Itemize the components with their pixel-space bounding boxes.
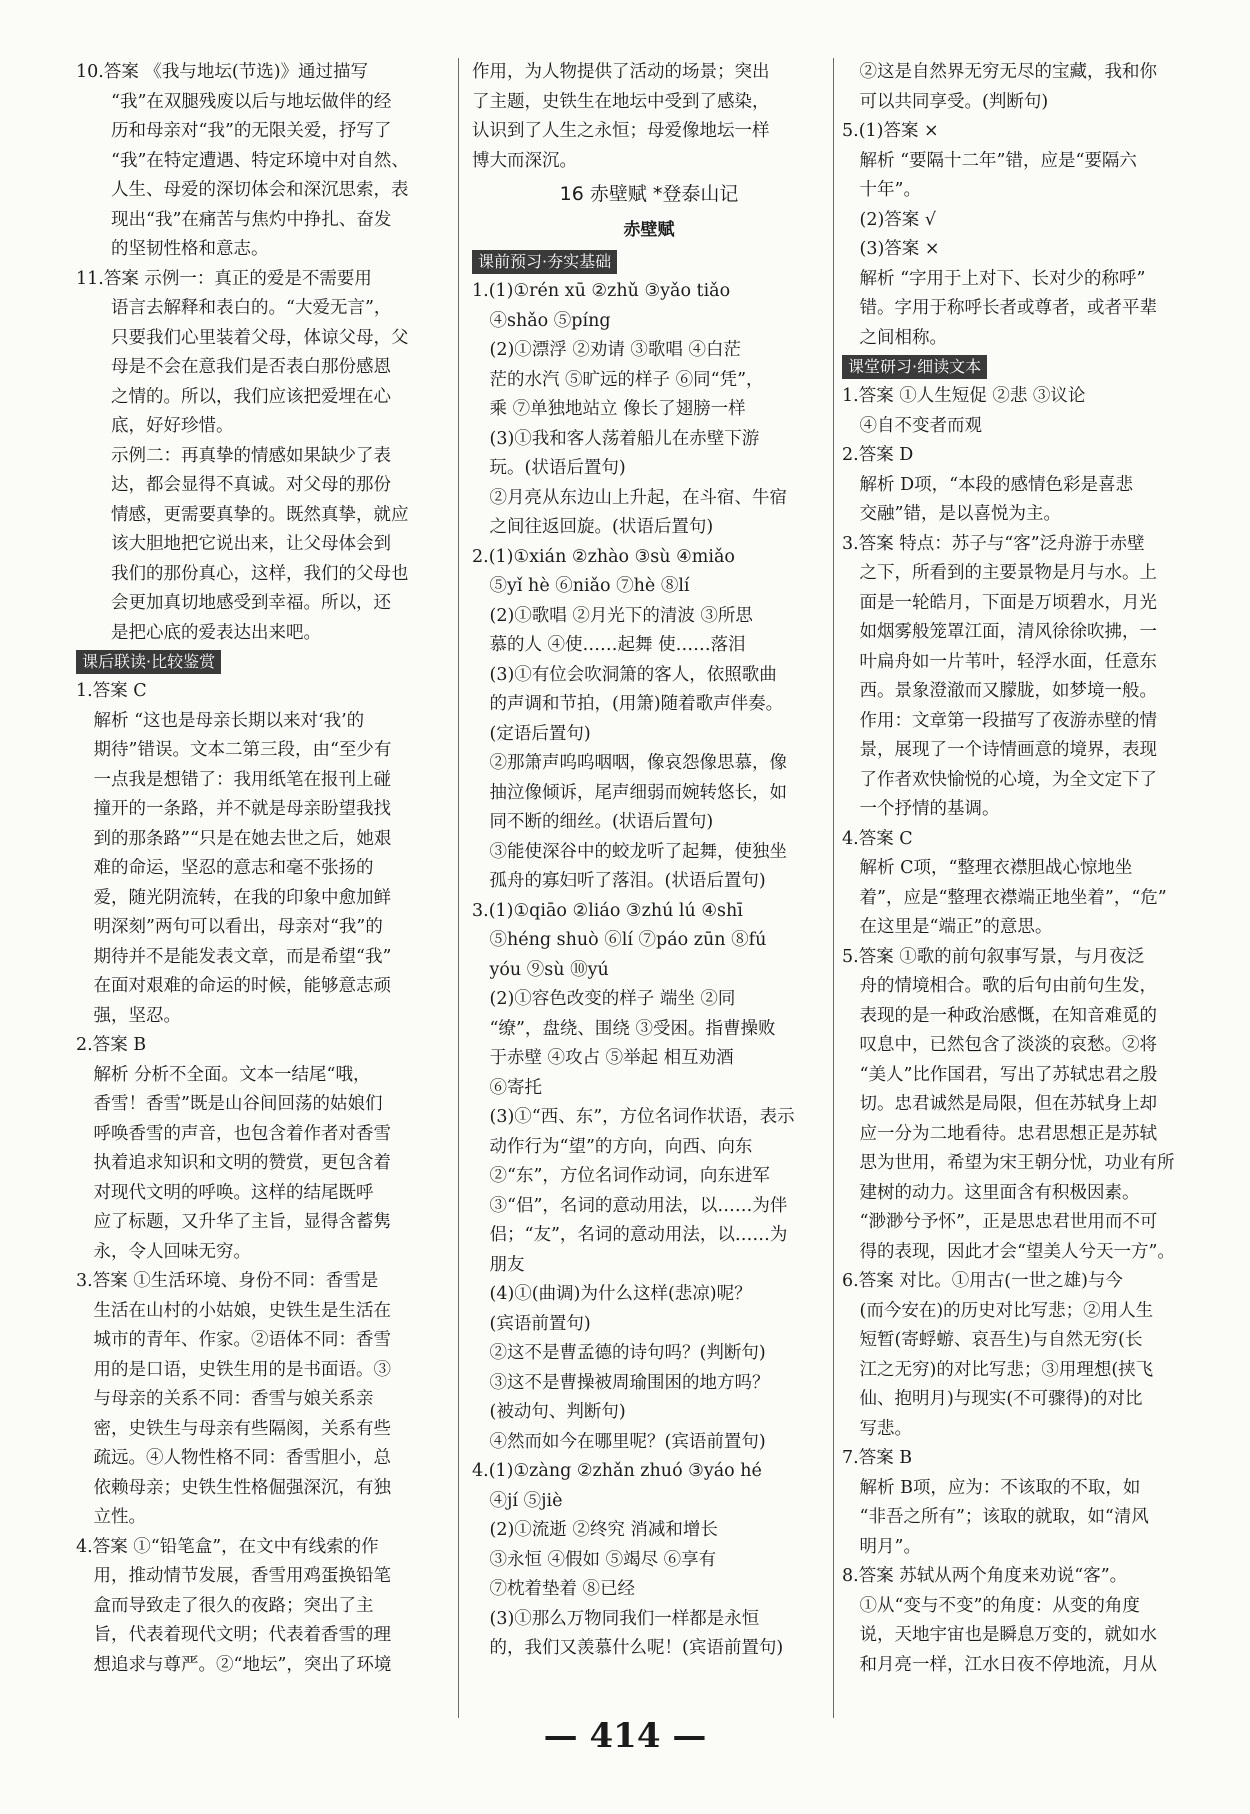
text-line: (3)①有位会吹洞箫的客人，依照歌曲	[472, 664, 777, 685]
text-line: ②月亮从东边山上升起，在斗宿、牛宿	[472, 487, 787, 508]
text-line: 2.答案 D	[842, 445, 914, 465]
text-line: 期待并不是能发表文章，而是希望“我”	[76, 946, 392, 967]
text-line: ④jí ⑤jiè	[472, 1490, 563, 1511]
text-line: “美人”比作国君，写出了苏轼忠君之殷	[842, 1064, 1158, 1085]
text-line: 语言去解释和表白的。“大爱无言”，	[76, 298, 392, 318]
text-line: (2)①容色改变的样子 端坐 ②同	[472, 989, 736, 1009]
text-line: 历和母亲对“我”的无限关爱，抒写了	[76, 121, 392, 141]
text-line: 10.答案 《我与地坛(节选)》通过描写	[76, 62, 369, 82]
text-line: 解析 B项，应为：不该取的不取，如	[842, 1477, 1141, 1498]
text-line: “渺渺兮予怀”，正是思忠君世用而不可	[842, 1212, 1158, 1232]
text-line: 江之无穷)的对比写悲；③用理想(挟飞	[842, 1359, 1154, 1380]
text-line: 母是不会在意我们是否表白那份感恩	[76, 357, 391, 377]
text-line: 2.答案 B	[76, 1035, 147, 1055]
text-line: ②这是自然界无穷无尽的宝藏，我和你	[842, 62, 1157, 82]
text-line: 永，令人回味无穷。	[76, 1241, 251, 1262]
text-line: 我们的那份真心，这样，我们的父母也	[76, 563, 409, 584]
text-line: 3.答案 ①生活环境、身份不同：香雪是	[76, 1271, 379, 1291]
text-line: 建树的动力。这里面含有积极因素。	[842, 1182, 1140, 1203]
text-line: “我”在特定遭遇、特定环境中对自然、	[76, 150, 409, 171]
text-line: 于赤壁 ④攻占 ⑤举起 相互劝酒	[472, 1048, 734, 1068]
text-line: 爱，随光阴流转，在我的印象中愈加鲜	[76, 887, 391, 908]
text-line: 强，坚忍。	[76, 1005, 181, 1026]
text-line: 依赖母亲；史铁生性格倔强深沉，有独	[76, 1477, 391, 1498]
text-line: 对现代文明的呼唤。这样的结尾既呼	[76, 1182, 374, 1203]
text-line: 6.答案 对比。①用古(一世之雄)与今	[842, 1271, 1123, 1291]
text-line: (2)①流逝 ②终究 消减和增长	[472, 1520, 718, 1540]
section-header: 课堂研习·细读文本	[842, 355, 987, 379]
text-line: 5.(1)答案 ×	[842, 121, 939, 141]
section-header-row	[76, 648, 440, 677]
text-line: ⑦枕着垫着 ⑧已经	[472, 1579, 636, 1599]
text-line: 如烟雾般笼罩江面，清风徐徐吹拂，一	[842, 622, 1157, 642]
text-line: 说，天地宇宙也是瞬息万变的，就如水	[842, 1625, 1157, 1645]
text-line: 应一分为二地看待。忠君思想正是苏轼	[842, 1123, 1157, 1144]
text-line: 密，史铁生与母亲有些隔阂，关系有些	[76, 1418, 391, 1439]
text-line: 写悲。	[842, 1418, 912, 1439]
text-line: 侣；“友”，名词的意动用法，以……为	[472, 1225, 788, 1245]
text-line: 之间往返回旋。(状语后置句)	[472, 517, 714, 537]
text-line: 之情的。所以，我们应该把爱埋在心	[76, 386, 391, 407]
text-line: 1.(1)①rén xū ②zhǔ ③yǎo tiǎo	[472, 281, 731, 301]
text-line: 5.答案 ①歌的前句叙事写景，与月夜泛	[842, 946, 1145, 967]
text-line: 4.(1)①zàng ②zhǎn zhuó ③yáo hé	[472, 1461, 762, 1481]
text-line: 应了标题，又升华了主旨，显得含蓄隽	[76, 1212, 391, 1232]
section-header-row	[472, 248, 826, 277]
text-line: 和月亮一样，江水日夜不停地流，月从	[842, 1654, 1157, 1675]
text-line: 示例二：再真挚的情感如果缺少了表	[76, 445, 391, 466]
text-line: 慕的人 ④使……起舞 使……落泪	[472, 635, 746, 655]
section-header-row	[842, 353, 1214, 382]
text-line: 着”，应是“整理衣襟端正地坐着”，“危”	[842, 887, 1167, 908]
answer-column-middle	[472, 58, 826, 1718]
text-line: 用的是口语，史铁生用的是书面语。③	[76, 1359, 391, 1380]
text-line: (定语后置句)	[472, 723, 591, 744]
text-line: 8.答案 苏轼从两个角度来劝说“客”。	[842, 1566, 1128, 1586]
text-line: (3)①那么万物同我们一样都是永恒	[472, 1608, 760, 1629]
text-line: 解析 C项，“整理衣襟胆战心惊地坐	[842, 858, 1133, 878]
text-line: 生活在山村的小姑娘，史铁生是生活在	[76, 1300, 391, 1321]
text-line: 解析 D项，“本段的感情色彩是喜悲	[842, 474, 1134, 495]
text-line: 仙、抱明月)与现实(不可骤得)的对比	[842, 1389, 1143, 1409]
column-divider	[833, 58, 834, 1718]
text-line: 现出“我”在痛苦与焦灼中挣扎、奋发	[76, 209, 392, 230]
text-line: 达，都会显得不真诚。对父母的那份	[76, 475, 391, 495]
text-line: 4.答案 C	[842, 828, 913, 849]
text-line: 思为世用，希望为宋王朝分忧，功业有所	[842, 1153, 1175, 1173]
text-line: 用，推动情节发展，香雪用鸡蛋换铅笔	[76, 1566, 391, 1586]
text-line: 的，我们又羡慕什么呢！(宾语前置句)	[472, 1638, 784, 1658]
text-line: 了作者欢快愉悦的心境，为全文定下了	[842, 769, 1157, 790]
text-line: ⑤yǐ hè ⑥niǎo ⑦hè ⑧lí	[472, 576, 690, 596]
text-line: 7.答案 B	[842, 1448, 913, 1468]
text-line: “缭”，盘绕、围绕 ③受困。指曹操败	[472, 1018, 776, 1039]
text-line: “非吾之所有”；该取的就取，如“清风	[842, 1507, 1149, 1527]
text-line: (宾语前置句)	[472, 1313, 591, 1334]
lesson-title: 16 赤壁赋 *登泰山记	[559, 183, 739, 205]
text-line: 盒而导致走了很久的夜路；突出了主	[76, 1595, 374, 1616]
text-line: 3.(1)①qiāo ②liáo ③zhú lú ④shī	[472, 900, 743, 921]
text-line: 十年”。	[842, 180, 921, 200]
text-line: 3.答案 特点：苏子与“客”泛舟游于赤壁	[842, 533, 1145, 554]
text-line: 解析 分析不全面。文本一结尾“哦，	[76, 1064, 371, 1085]
text-line: 舟的情境相合。歌的后句由前句生发，	[842, 976, 1157, 996]
text-line: 想追求与尊严。②“地坛”，突出了环境	[76, 1654, 392, 1675]
text-line: 撞开的一条路，并不就是母亲盼望我找	[76, 799, 391, 819]
text-line: 解析 “要隔十二年”错，应是“要隔六	[842, 150, 1137, 171]
text-line: ②那箫声呜呜咽咽，像哀怨像思慕，像	[472, 753, 787, 773]
column-divider	[458, 58, 459, 1718]
text-line: ③能使深谷中的蛟龙听了起舞，使独坐	[472, 841, 787, 862]
text-line: 立性。	[76, 1507, 146, 1527]
text-line: 解析 “这也是母亲长期以来对‘我’的	[76, 710, 365, 731]
text-line: 之下，所看到的主要景物是月与水。上	[842, 563, 1157, 583]
text-line: 1.答案 ①人生短促 ②悲 ③议论	[842, 386, 1086, 406]
text-line: 得的表现，因此才会“望美人兮天一方”。	[842, 1241, 1175, 1262]
section-header: 课前预习·夯实基础	[472, 250, 617, 274]
text-line: 的坚韧性格和意志。	[76, 239, 269, 259]
text-line: 只要我们心里装着父母，体谅父母，父	[76, 327, 409, 348]
text-line: 了主题，史铁生在地坛中受到了感染，	[472, 91, 770, 112]
text-line: 到的那条路”“只是在她去世之后，她艰	[76, 828, 392, 849]
text-line: 乘 ⑦单独地站立 像长了翅膀一样	[472, 399, 746, 419]
text-line: ②这不是曹孟德的诗句吗？(判断句)	[472, 1343, 766, 1363]
text-line: ⑤héng shuò ⑥lí ⑦páo zūn ⑧fú	[472, 930, 767, 950]
text-line: 之间相称。	[842, 327, 947, 348]
text-line: 明月”。	[842, 1536, 921, 1557]
text-line: 叶扁舟如一片苇叶，轻浮水面，任意东	[842, 651, 1157, 672]
text-line: 博大而深沉。	[472, 150, 577, 171]
text-line: ③永恒 ④假如 ⑤竭尽 ⑥享有	[472, 1549, 717, 1570]
answer-column-left	[76, 58, 440, 1718]
text-line: (2)①漂浮 ②劝请 ③歌唱 ④白茫	[472, 340, 741, 360]
text-line: ③这不是曹操被周瑜围困的地方吗？	[472, 1372, 770, 1393]
text-line: 难的命运，坚忍的意志和毫不张扬的	[76, 858, 374, 878]
text-line: 呼唤香雪的声音，也包含着作者对香雪	[76, 1123, 391, 1144]
text-line: 可以共同享受。(判断句)	[842, 91, 1049, 112]
text-line: 动作行为“望”的方向，向西、向东	[472, 1136, 753, 1157]
answer-column-right	[842, 58, 1214, 1718]
text-line: 底，好好珍惜。	[76, 416, 234, 436]
text-line: ②“东”，方位名词作动词，向东进军	[472, 1166, 770, 1186]
text-line: 执着追求知识和文明的赞赏，更包含着	[76, 1153, 391, 1173]
text-line: 与母亲的关系不同：香雪与娘关系亲	[76, 1389, 374, 1409]
text-line: (3)①“西、东”，方位名词作状语，表示	[472, 1107, 795, 1127]
text-line: “我”在双腿残废以后与地坛做伴的经	[76, 91, 392, 112]
text-line: (2)答案 √	[842, 209, 937, 230]
text-line: 同不断的细丝。(状语后置句)	[472, 812, 714, 832]
text-line: (2)①歌唱 ②月光下的清波 ③所思	[472, 605, 753, 626]
text-line: 茫的水汽 ⑤旷远的样子 ⑥同“凭”，	[472, 369, 764, 390]
text-line: 解析 “字用于上对下、长对少的称呼”	[842, 268, 1146, 289]
text-line: 期待”错误。文本二第三段，由“至少有	[76, 740, 392, 760]
text-line: 人生、母爱的深切体会和深沉思索，表	[76, 180, 409, 200]
text-line: 表现的是一种政治感慨，在知音难觅的	[842, 1005, 1157, 1026]
text-line: 1.答案 C	[76, 681, 147, 701]
text-line: 交融”错，是以喜悦为主。	[842, 504, 1061, 524]
text-line: 面是一轮皓月，下面是万顷碧水，月光	[842, 592, 1157, 613]
text-line: (3)答案 ×	[842, 239, 940, 259]
text-line: 错。字用于称呼长者或尊者，或者平辈	[842, 298, 1157, 318]
text-line: 认识到了人生之永恒；母爱像地坛一样	[472, 121, 770, 141]
text-line: (3)①我和客人荡着船儿在赤壁下游	[472, 428, 760, 449]
text-line: 西。景象澄澈而又朦胧，如梦境一般。	[842, 681, 1157, 701]
page-number-value: 414	[589, 1716, 661, 1756]
text-line: 明深刻”两句可以看出，母亲对“我”的	[76, 917, 383, 937]
text-line: 作用，为人物提供了活动的场景；突出	[472, 62, 770, 82]
text-line: 孤舟的寡妇听了落泪。(状语后置句)	[472, 871, 766, 891]
text-line: (而今安在)的历史对比写悲；②用人生	[842, 1300, 1154, 1321]
text-line: ⑥寄托	[472, 1077, 542, 1098]
text-line: 叹息中，已然包含了淡淡的哀愁。②将	[842, 1035, 1157, 1055]
text-line: 香雪！香雪”既是山谷间回荡的姑娘们	[76, 1094, 383, 1114]
text-line: ④自不变者而观	[842, 415, 982, 436]
text-line: 4.答案 ①“铅笔盒”，在文中有线索的作	[76, 1536, 379, 1557]
text-line: 城市的青年、作家。②语体不同：香雪	[76, 1330, 391, 1350]
text-line: 在面对艰难的命运的时候，能够意志顽	[76, 976, 391, 996]
text-line: 景，展现了一个诗情画意的境界，表现	[842, 740, 1157, 760]
text-line: 一点我是想错了：我用纸笔在报刊上碰	[76, 769, 391, 790]
text-line: 旨，代表着现代文明；代表着香雪的理	[76, 1625, 391, 1645]
text-line: ④然而如今在哪里呢？(宾语前置句)	[472, 1431, 766, 1452]
text-line: 2.(1)①xián ②zhào ③sù ④miǎo	[472, 546, 735, 567]
text-line: 玩。(状语后置句)	[472, 458, 626, 478]
text-line: 疏远。④人物性格不同：香雪胆小，总	[76, 1448, 391, 1468]
text-line: (被动句、判断句)	[472, 1402, 626, 1422]
text-line: 会更加真切地感受到幸福。所以，还	[76, 593, 391, 613]
text-line: 11.答案 示例一：真正的爱是不需要用	[76, 268, 372, 289]
text-line: 切。忠君诚然是局限，但在苏轼身上却	[842, 1094, 1157, 1114]
text-line: 抽泣像倾诉，尾声细弱而婉转悠长，如	[472, 782, 787, 803]
text-line: 作用：文章第一段描写了夜游赤壁的情	[842, 710, 1157, 731]
text-line: yóu ⑨sù ⑩yú	[472, 959, 609, 980]
text-line: 在这里是“端正”的意思。	[842, 917, 1053, 937]
text-line: 的声调和节拍，(用箫)随着歌声伴奏。	[472, 694, 784, 714]
page-number: — 414 —	[543, 1716, 707, 1756]
text-line: ③“侣”，名词的意动用法，以……为伴	[472, 1195, 788, 1216]
text-line: 情感，更需要真挚的。既然真挚，就应	[76, 504, 409, 525]
text-line: 短暂(寄蜉蝣、哀吾生)与自然无穷(长	[842, 1330, 1143, 1350]
lesson-subtitle: 赤壁赋	[623, 220, 675, 240]
text-line: 是把心底的爱表达出来吧。	[76, 622, 321, 643]
text-line: (4)①(曲调)为什么这样(悲凉)呢？	[472, 1284, 752, 1304]
text-line: 一个抒情的基调。	[842, 799, 1000, 819]
text-line: 该大胆地把它说出来，让父母体会到	[76, 534, 391, 554]
text-line: ①从“变与不变”的角度：从变的角度	[842, 1595, 1140, 1616]
text-line: ④shǎo ⑤píng	[472, 310, 611, 331]
text-line: 朋友	[472, 1254, 525, 1275]
section-header: 课后联读·比较鉴赏	[76, 650, 221, 674]
